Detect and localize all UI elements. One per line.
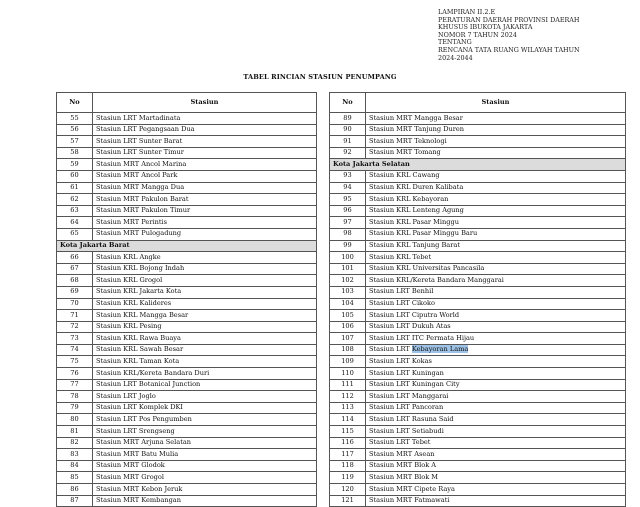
row-number: 77: [57, 379, 93, 391]
station-name: Stasiun KRL Lenteng Agung: [366, 205, 626, 217]
table-row: [57, 298, 317, 310]
row-number: 76: [57, 368, 93, 380]
table-row: [57, 333, 317, 345]
station-name: Stasiun MRT Kembangan: [93, 495, 317, 507]
table-row: [57, 205, 317, 217]
table-row: [330, 310, 626, 322]
table-row: [57, 228, 317, 240]
station-name: Stasiun MRT Arjuna Selatan: [93, 437, 317, 449]
row-number: 61: [57, 182, 93, 194]
table-row: [57, 368, 317, 380]
station-name: Stasiun MRT Pakulon Barat: [93, 194, 317, 206]
row-number: 99: [330, 240, 366, 252]
station-name: Stasiun LRT Sunter Barat: [93, 136, 317, 148]
row-number: 73: [57, 333, 93, 345]
table-row: [57, 159, 317, 171]
table-row: [57, 136, 317, 148]
section-label: Kota Jakarta Selatan: [330, 159, 626, 171]
station-name: Stasiun KRL Rawa Buaya: [93, 333, 317, 345]
table-row: [330, 182, 626, 194]
station-name: Stasiun MRT Pulogadung: [93, 228, 317, 240]
table-row: [330, 240, 626, 252]
row-number: 106: [330, 321, 366, 333]
column-header-no: No: [57, 93, 93, 113]
table-row: [330, 298, 626, 310]
row-number: 57: [57, 136, 93, 148]
table-row: [57, 113, 317, 125]
row-number: 100: [330, 252, 366, 264]
row-number: 78: [57, 391, 93, 403]
header-line: NOMOR 7 TAHUN 2024: [438, 30, 517, 39]
station-name: Stasiun KRL Bojong Indah: [93, 263, 317, 275]
station-name: Stasiun MRT Grogol: [93, 472, 317, 484]
header-line: PERATURAN DAERAH PROVINSI DAERAH: [438, 15, 580, 24]
station-name: Stasiun KRL Tebet: [366, 252, 626, 264]
row-number: 67: [57, 263, 93, 275]
table-row: [57, 495, 317, 507]
station-name: Stasiun MRT Batu Mulia: [93, 449, 317, 461]
station-name: Stasiun MRT Asean: [366, 449, 626, 461]
table-row: [57, 182, 317, 194]
row-number: 58: [57, 147, 93, 159]
station-name: Stasiun LRT Komplek DKI: [93, 402, 317, 414]
table-row: [57, 344, 317, 356]
table-row: [57, 147, 317, 159]
header-line: 2024-2044: [438, 53, 473, 62]
station-name: Stasiun LRT Joglo: [93, 391, 317, 403]
table-row: [57, 286, 317, 298]
row-number: 56: [57, 124, 93, 136]
row-number: 72: [57, 321, 93, 333]
row-number: 98: [330, 228, 366, 240]
table-row: [330, 426, 626, 438]
row-number: 63: [57, 205, 93, 217]
station-name: Stasiun MRT Blok A: [366, 460, 626, 472]
table-row: [57, 472, 317, 484]
station-name: Stasiun LRT Botanical Junction: [93, 379, 317, 391]
column-header-stasiun: Stasiun: [93, 93, 317, 113]
station-name: Stasiun KRL Taman Kota: [93, 356, 317, 368]
table-row: [57, 217, 317, 229]
station-name: Stasiun MRT Kebon Jeruk: [93, 484, 317, 496]
station-name: Stasiun MRT Ancol Marina: [93, 159, 317, 171]
station-name: Stasiun MRT Cipete Raya: [366, 484, 626, 496]
table-row: [57, 402, 317, 414]
station-name: Stasiun KRL Grogol: [93, 275, 317, 287]
row-number: 97: [330, 217, 366, 229]
station-name: Stasiun LRT Tebet: [366, 437, 626, 449]
station-name: Stasiun MRT Ancol Park: [93, 170, 317, 182]
station-name: Stasiun KRL Sawah Besar: [93, 344, 317, 356]
table-row: [330, 205, 626, 217]
station-name: Stasiun LRT Sunter Timur: [93, 147, 317, 159]
table-row: [330, 136, 626, 148]
table-row: [57, 170, 317, 182]
station-name: Stasiun LRT Benhil: [366, 286, 626, 298]
row-number: 107: [330, 333, 366, 345]
column-header-no: No: [330, 93, 366, 113]
station-name: [366, 344, 626, 356]
row-number: 119: [330, 472, 366, 484]
row-number: 92: [330, 147, 366, 159]
row-number: 111: [330, 379, 366, 391]
station-name: Stasiun LRT ITC Permata Hijau: [366, 333, 626, 345]
row-number: 90: [330, 124, 366, 136]
row-number: 83: [57, 449, 93, 461]
table-row: [330, 252, 626, 264]
table-row: [330, 263, 626, 275]
row-number: 82: [57, 437, 93, 449]
row-number: 74: [57, 344, 93, 356]
section-row: [57, 240, 317, 252]
table-row: [57, 252, 317, 264]
header-line: LAMPIRAN II.2.E: [438, 8, 496, 16]
station-name: Stasiun MRT Mangga Besar: [366, 113, 626, 125]
table-row: [330, 147, 626, 159]
table-row: [330, 460, 626, 472]
row-number: 116: [330, 437, 366, 449]
table-row: [330, 113, 626, 125]
table-row: [57, 449, 317, 461]
table-row: [57, 321, 317, 333]
row-number: 110: [330, 368, 366, 380]
station-name: Stasiun MRT Tanjung Duren: [366, 124, 626, 136]
station-name: Stasiun LRT Kuningan: [366, 368, 626, 380]
station-name: Stasiun MRT Blok M: [366, 472, 626, 484]
station-name: Stasiun KRL Pasar Minggu Baru: [366, 228, 626, 240]
table-row: [57, 414, 317, 426]
row-number: 68: [57, 275, 93, 287]
row-number: 112: [330, 391, 366, 403]
row-number: 120: [330, 484, 366, 496]
row-number: 101: [330, 263, 366, 275]
station-name: Stasiun MRT Perintis: [93, 217, 317, 229]
header-line: RENCANA TATA RUANG WILAYAH TAHUN: [438, 45, 580, 54]
table-row: [330, 391, 626, 403]
table-row: [57, 275, 317, 287]
row-number: 113: [330, 402, 366, 414]
station-name: Stasiun LRT Ciputra World: [366, 310, 626, 322]
table-row: [330, 368, 626, 380]
table-row: [57, 263, 317, 275]
station-name: Stasiun KRL Universitas Pancasila: [366, 263, 626, 275]
row-number: 80: [57, 414, 93, 426]
station-name: Stasiun MRT Teknologi: [366, 136, 626, 148]
row-number: 91: [330, 136, 366, 148]
table-row: [330, 321, 626, 333]
table-row: [57, 194, 317, 206]
table-row: [330, 170, 626, 182]
station-name: Stasiun KRL Pesing: [93, 321, 317, 333]
station-table-left: [56, 92, 317, 507]
station-name: Stasiun MRT Tomang: [366, 147, 626, 159]
station-name: Stasiun MRT Fatmawati: [366, 495, 626, 507]
row-number: 86: [57, 484, 93, 496]
row-number: 96: [330, 205, 366, 217]
row-number: 121: [330, 495, 366, 507]
row-number: 81: [57, 426, 93, 438]
station-name: Stasiun KRL/Kereta Bandara Manggarai: [366, 275, 626, 287]
row-number: 118: [330, 460, 366, 472]
station-name: Stasiun LRT Pancoran: [366, 402, 626, 414]
station-name: Stasiun LRT Kokas: [366, 356, 626, 368]
table-row: [330, 356, 626, 368]
table-row: [330, 379, 626, 391]
table-row: [57, 356, 317, 368]
row-number: 93: [330, 170, 366, 182]
station-name: Stasiun KRL Mangga Besar: [93, 310, 317, 322]
row-number: 102: [330, 275, 366, 287]
station-name: Stasiun LRT Srengseng: [93, 426, 317, 438]
station-name: Stasiun KRL Pasar Minggu: [366, 217, 626, 229]
station-name: Stasiun LRT Rasuna Said: [366, 414, 626, 426]
station-name: Stasiun KRL/Kereta Bandara Duri: [93, 368, 317, 380]
row-number: 79: [57, 402, 93, 414]
row-number: 115: [330, 426, 366, 438]
station-name: Stasiun LRT Kuningan City: [366, 379, 626, 391]
section-row: [330, 159, 626, 171]
row-number: 109: [330, 356, 366, 368]
station-name-prefix: Stasiun LRT: [369, 345, 412, 354]
row-number: 108: [330, 344, 366, 356]
header-line: KHUSUS IBUKOTA JAKARTA: [438, 23, 533, 32]
station-name: Stasiun MRT Pakulon Timur: [93, 205, 317, 217]
station-table-right: [329, 92, 626, 507]
section-label: Kota Jakarta Barat: [57, 240, 317, 252]
table-row: [57, 391, 317, 403]
table-row: [330, 344, 626, 356]
table-title: TABEL RINCIAN STASIUN PENUMPANG: [243, 73, 397, 81]
row-number: 89: [330, 113, 366, 125]
row-number: 64: [57, 217, 93, 229]
station-name: Stasiun KRL Kalideres: [93, 298, 317, 310]
row-number: 87: [57, 495, 93, 507]
row-number: 71: [57, 310, 93, 322]
table-row: [57, 426, 317, 438]
table-row: [330, 495, 626, 507]
station-name: Stasiun LRT Setiabudi: [366, 426, 626, 438]
row-number: 55: [57, 113, 93, 125]
row-number: 103: [330, 286, 366, 298]
station-name: Stasiun MRT Glodok: [93, 460, 317, 472]
row-number: 104: [330, 298, 366, 310]
table-row: [57, 437, 317, 449]
table-row: [330, 402, 626, 414]
selected-text-highlight[interactable]: Kebayoran Lama: [411, 345, 469, 354]
station-name: Stasiun KRL Jakarta Kota: [93, 286, 317, 298]
row-number: 60: [57, 170, 93, 182]
station-name: Stasiun LRT Cikoko: [366, 298, 626, 310]
station-name: Stasiun LRT Martadinata: [93, 113, 317, 125]
table-row: [330, 228, 626, 240]
column-header-stasiun: Stasiun: [366, 93, 626, 113]
row-number: 117: [330, 449, 366, 461]
table-row: [330, 484, 626, 496]
station-name: Stasiun LRT Manggarai: [366, 391, 626, 403]
table-row: [330, 275, 626, 287]
table-row: [330, 124, 626, 136]
table-row: [330, 217, 626, 229]
header-line: TENTANG: [438, 38, 472, 47]
station-name: Stasiun LRT Pos Pengumben: [93, 414, 317, 426]
station-name: Stasiun KRL Cawang: [366, 170, 626, 182]
row-number: 84: [57, 460, 93, 472]
row-number: 95: [330, 194, 366, 206]
table-row: [330, 194, 626, 206]
row-number: 94: [330, 182, 366, 194]
document-header: [438, 9, 638, 62]
row-number: 75: [57, 356, 93, 368]
row-number: 59: [57, 159, 93, 171]
table-row: [57, 460, 317, 472]
table-row: [330, 333, 626, 345]
table-row: [330, 472, 626, 484]
station-name: Stasiun KRL Angke: [93, 252, 317, 264]
row-number: 66: [57, 252, 93, 264]
table-row: [330, 449, 626, 461]
table-row: [57, 124, 317, 136]
row-number: 70: [57, 298, 93, 310]
table-row: [330, 414, 626, 426]
station-name: Stasiun KRL Duren Kalibata: [366, 182, 626, 194]
row-number: 105: [330, 310, 366, 322]
table-row: [57, 379, 317, 391]
station-name: Stasiun KRL Tanjung Barat: [366, 240, 626, 252]
row-number: 65: [57, 228, 93, 240]
station-name: Stasiun MRT Mangga Dua: [93, 182, 317, 194]
station-name: Stasiun LRT Dukuh Atas: [366, 321, 626, 333]
table-row: [330, 286, 626, 298]
table-row: [57, 310, 317, 322]
row-number: 85: [57, 472, 93, 484]
station-name: Stasiun KRL Kebayoran: [366, 194, 626, 206]
row-number: 69: [57, 286, 93, 298]
table-row: [330, 437, 626, 449]
row-number: 114: [330, 414, 366, 426]
row-number: 62: [57, 194, 93, 206]
table-row: [57, 484, 317, 496]
station-name: Stasiun LRT Pegangsaan Dua: [93, 124, 317, 136]
